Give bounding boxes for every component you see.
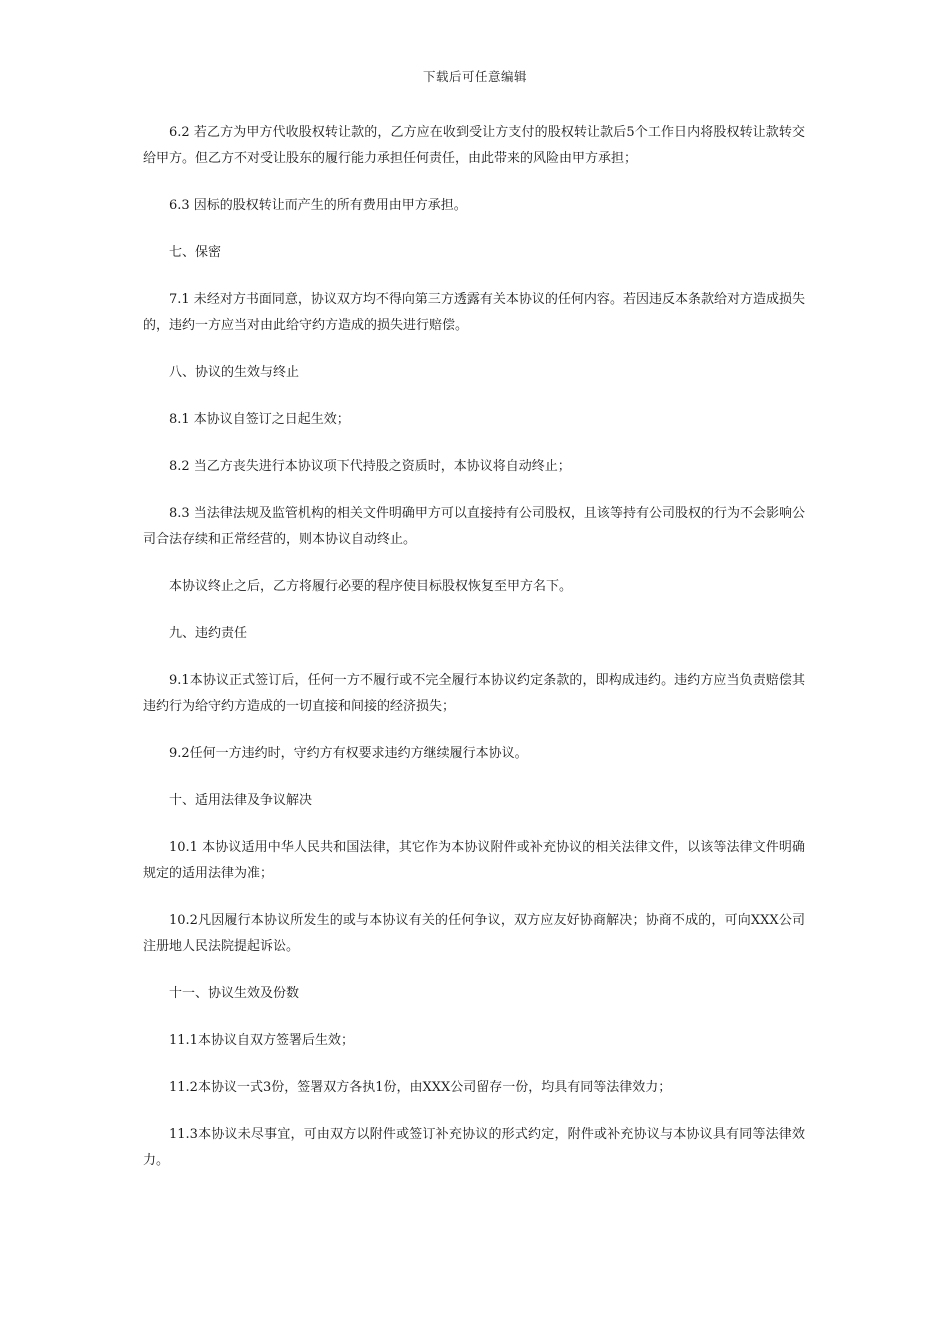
section-heading-law-disputes: 十、适用法律及争议解决 — [169, 793, 313, 808]
page-header: 下载后可任意编辑 — [422, 69, 527, 84]
section-heading-liability: 九、违约责任 — [169, 626, 248, 641]
clause-9-2: 9.2任何一方违约时，守约方有权要求违约方继续履行本协议。 — [169, 746, 528, 761]
clause-8-3: 8.3 当法律法规及监管机构的相关文件明确甲方可以直接持有公司股权，且该等持有公司股权的行为不会影响公司合法存续和正常经营的，则本协议自动终止。 — [143, 506, 805, 547]
section-heading-confidentiality: 七、保密 — [169, 245, 222, 260]
termination-note: 本协议终止之后，乙方将履行必要的程序使目标股权恢复至甲方名下。 — [169, 579, 573, 594]
clause-10-1: 10.1 本协议适用中华人民共和国法律，其它作为本协议附件或补充协议的相关法律文件，以该等法律文件明确规定的适用法律为准； — [143, 840, 805, 881]
clause-8-1: 8.1 本协议自签订之日起生效； — [169, 412, 350, 427]
clause-11-2: 11.2本协议一式3份，签署双方各执1份，由XXX公司留存一份，均具有同等法律效力； — [169, 1080, 672, 1095]
clause-7-1: 7.1 未经对方书面同意，协议双方均不得向第三方透露有关本协议的任何内容。若因违反本条款给对方造成损失的，违约一方应当对由此给守约方造成的损失进行赔偿。 — [143, 292, 805, 333]
clause-11-3: 11.3本协议未尽事宜，可由双方以附件或签订补充协议的形式约定，附件或补充协议与本协议具有同等法律效力。 — [143, 1127, 805, 1168]
clause-9-1: 9.1本协议正式签订后，任何一方不履行或不完全履行本协议约定条款的，即构成违约。违约方应当负责赔偿其违约行为给守约方造成的一切直接和间接的经济损失； — [143, 673, 805, 714]
clause-10-2: 10.2凡因履行本协议所发生的或与本协议有关的任何争议，双方应友好协商解决；协商不成的，可向XXX公司注册地人民法院提起诉讼。 — [143, 913, 805, 954]
section-heading-effect-termination: 八、协议的生效与终止 — [169, 365, 300, 380]
section-heading-effect-copies: 十一、协议生效及份数 — [169, 986, 300, 1001]
document-body — [143, 120, 805, 1195]
clause-6-3: 6.3 因标的股权转让而产生的所有费用由甲方承担。 — [169, 198, 467, 213]
clause-8-2: 8.2 当乙方丧失进行本协议项下代持股之资质时，本协议将自动终止； — [169, 459, 571, 474]
clause-11-1: 11.1本协议自双方签署后生效； — [169, 1033, 354, 1048]
clause-6-2: 6.2 若乙方为甲方代收股权转让款的，乙方应在收到受让方支付的股权转让款后5个工作日内将股权转让款转交给甲方。但乙方不对受让股东的履行能力承担任何责任，由此带来的风险由甲方承担； — [143, 125, 805, 166]
